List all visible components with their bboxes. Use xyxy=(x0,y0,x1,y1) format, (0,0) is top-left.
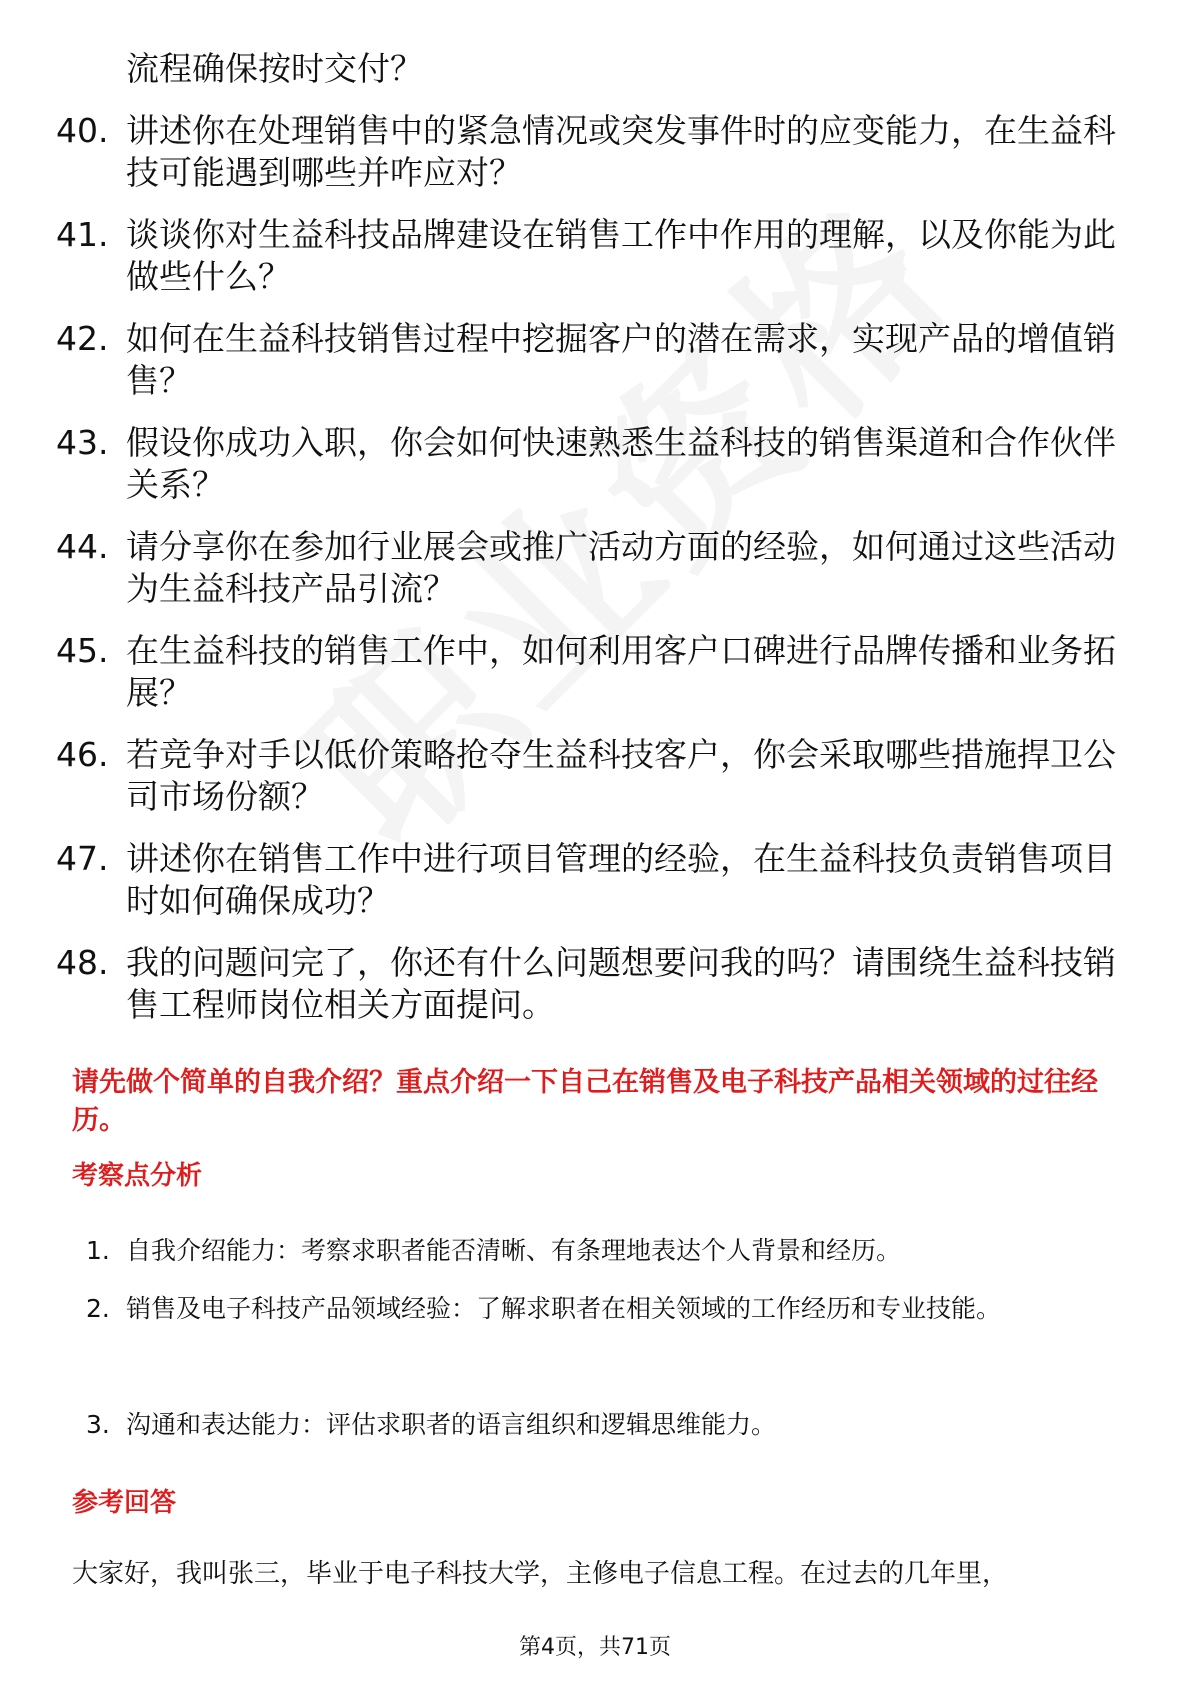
question-text: 谈谈你对生益科技品牌建设在销售工作中作用的理解，以及你能为此做些什么？ xyxy=(126,215,1116,296)
question-number: 47. xyxy=(56,839,109,878)
point-number: 2. xyxy=(86,1294,110,1323)
question-number: 44. xyxy=(56,527,109,566)
question-number: 48. xyxy=(56,943,109,982)
question-number: 45. xyxy=(56,631,109,670)
list-item xyxy=(0,526,1116,610)
list-item xyxy=(0,48,1116,90)
highlight-question: 请先做个简单的自我介绍？重点介绍一下自己在销售及电子科技产品相关领域的过往经历。 xyxy=(72,1067,1098,1136)
list-item xyxy=(0,110,1116,194)
question-text: 请分享你在参加行业展会或推广活动方面的经验，如何通过这些活动为生益科技产品引流？ xyxy=(126,527,1116,608)
reference-answer: 大家好，我叫张三，毕业于电子科技大学，主修电子信息工程。在过去的几年里， xyxy=(72,1559,1009,1589)
page-footer: 第4页，共71页 xyxy=(519,1635,671,1660)
list-item xyxy=(0,734,1116,818)
question-text: 我的问题问完了，你还有什么问题想要问我的吗？请围绕生益科技销售工程师岗位相关方面提问。 xyxy=(126,943,1116,1024)
question-text: 如何在生益科技销售过程中挖掘客户的潜在需求，实现产品的增值销售？ xyxy=(126,319,1116,400)
list-item xyxy=(0,942,1116,1026)
analysis-title: 考察点分析 xyxy=(72,1161,203,1191)
question-number: 41. xyxy=(56,215,109,254)
analysis-point xyxy=(86,1222,1086,1280)
reference-title: 参考回答 xyxy=(72,1488,177,1518)
question-text: 讲述你在销售工作中进行项目管理的经验，在生益科技负责销售项目时如何确保成功？ xyxy=(126,839,1116,920)
question-number: 43. xyxy=(56,423,109,462)
list-item xyxy=(0,318,1116,402)
list-item xyxy=(0,838,1116,922)
question-number: 42. xyxy=(56,319,109,358)
question-number: 46. xyxy=(56,735,109,774)
point-text: 自我介绍能力：考察求职者能否清晰、有条理地表达个人背景和经历。 xyxy=(126,1236,902,1265)
analysis-point xyxy=(86,1280,1086,1338)
point-number: 1. xyxy=(86,1236,110,1265)
list-item xyxy=(0,630,1116,714)
question-text: 流程确保按时交付？ xyxy=(126,49,423,88)
point-number: 3. xyxy=(86,1410,110,1439)
question-list xyxy=(0,48,1190,1046)
question-number: 40. xyxy=(56,111,109,150)
question-text: 若竞争对手以低价策略抢夺生益科技客户，你会采取哪些措施捍卫公司市场份额？ xyxy=(126,735,1116,816)
question-text: 讲述你在处理销售中的紧急情况或突发事件时的应变能力，在生益科技可能遇到哪些并咋应对？ xyxy=(126,111,1116,192)
point-text: 销售及电子科技产品领域经验：了解求职者在相关领域的工作经历和专业技能。 xyxy=(126,1294,1002,1323)
point-text: 沟通和表达能力：评估求职者的语言组织和逻辑思维能力。 xyxy=(126,1410,777,1439)
analysis-point xyxy=(86,1396,1086,1454)
list-item xyxy=(0,214,1116,298)
question-text: 假设你成功入职，你会如何快速熟悉生益科技的销售渠道和合作伙伴关系？ xyxy=(126,423,1116,504)
question-text: 在生益科技的销售工作中，如何利用客户口碑进行品牌传播和业务拓展？ xyxy=(126,631,1116,712)
list-item xyxy=(0,422,1116,506)
